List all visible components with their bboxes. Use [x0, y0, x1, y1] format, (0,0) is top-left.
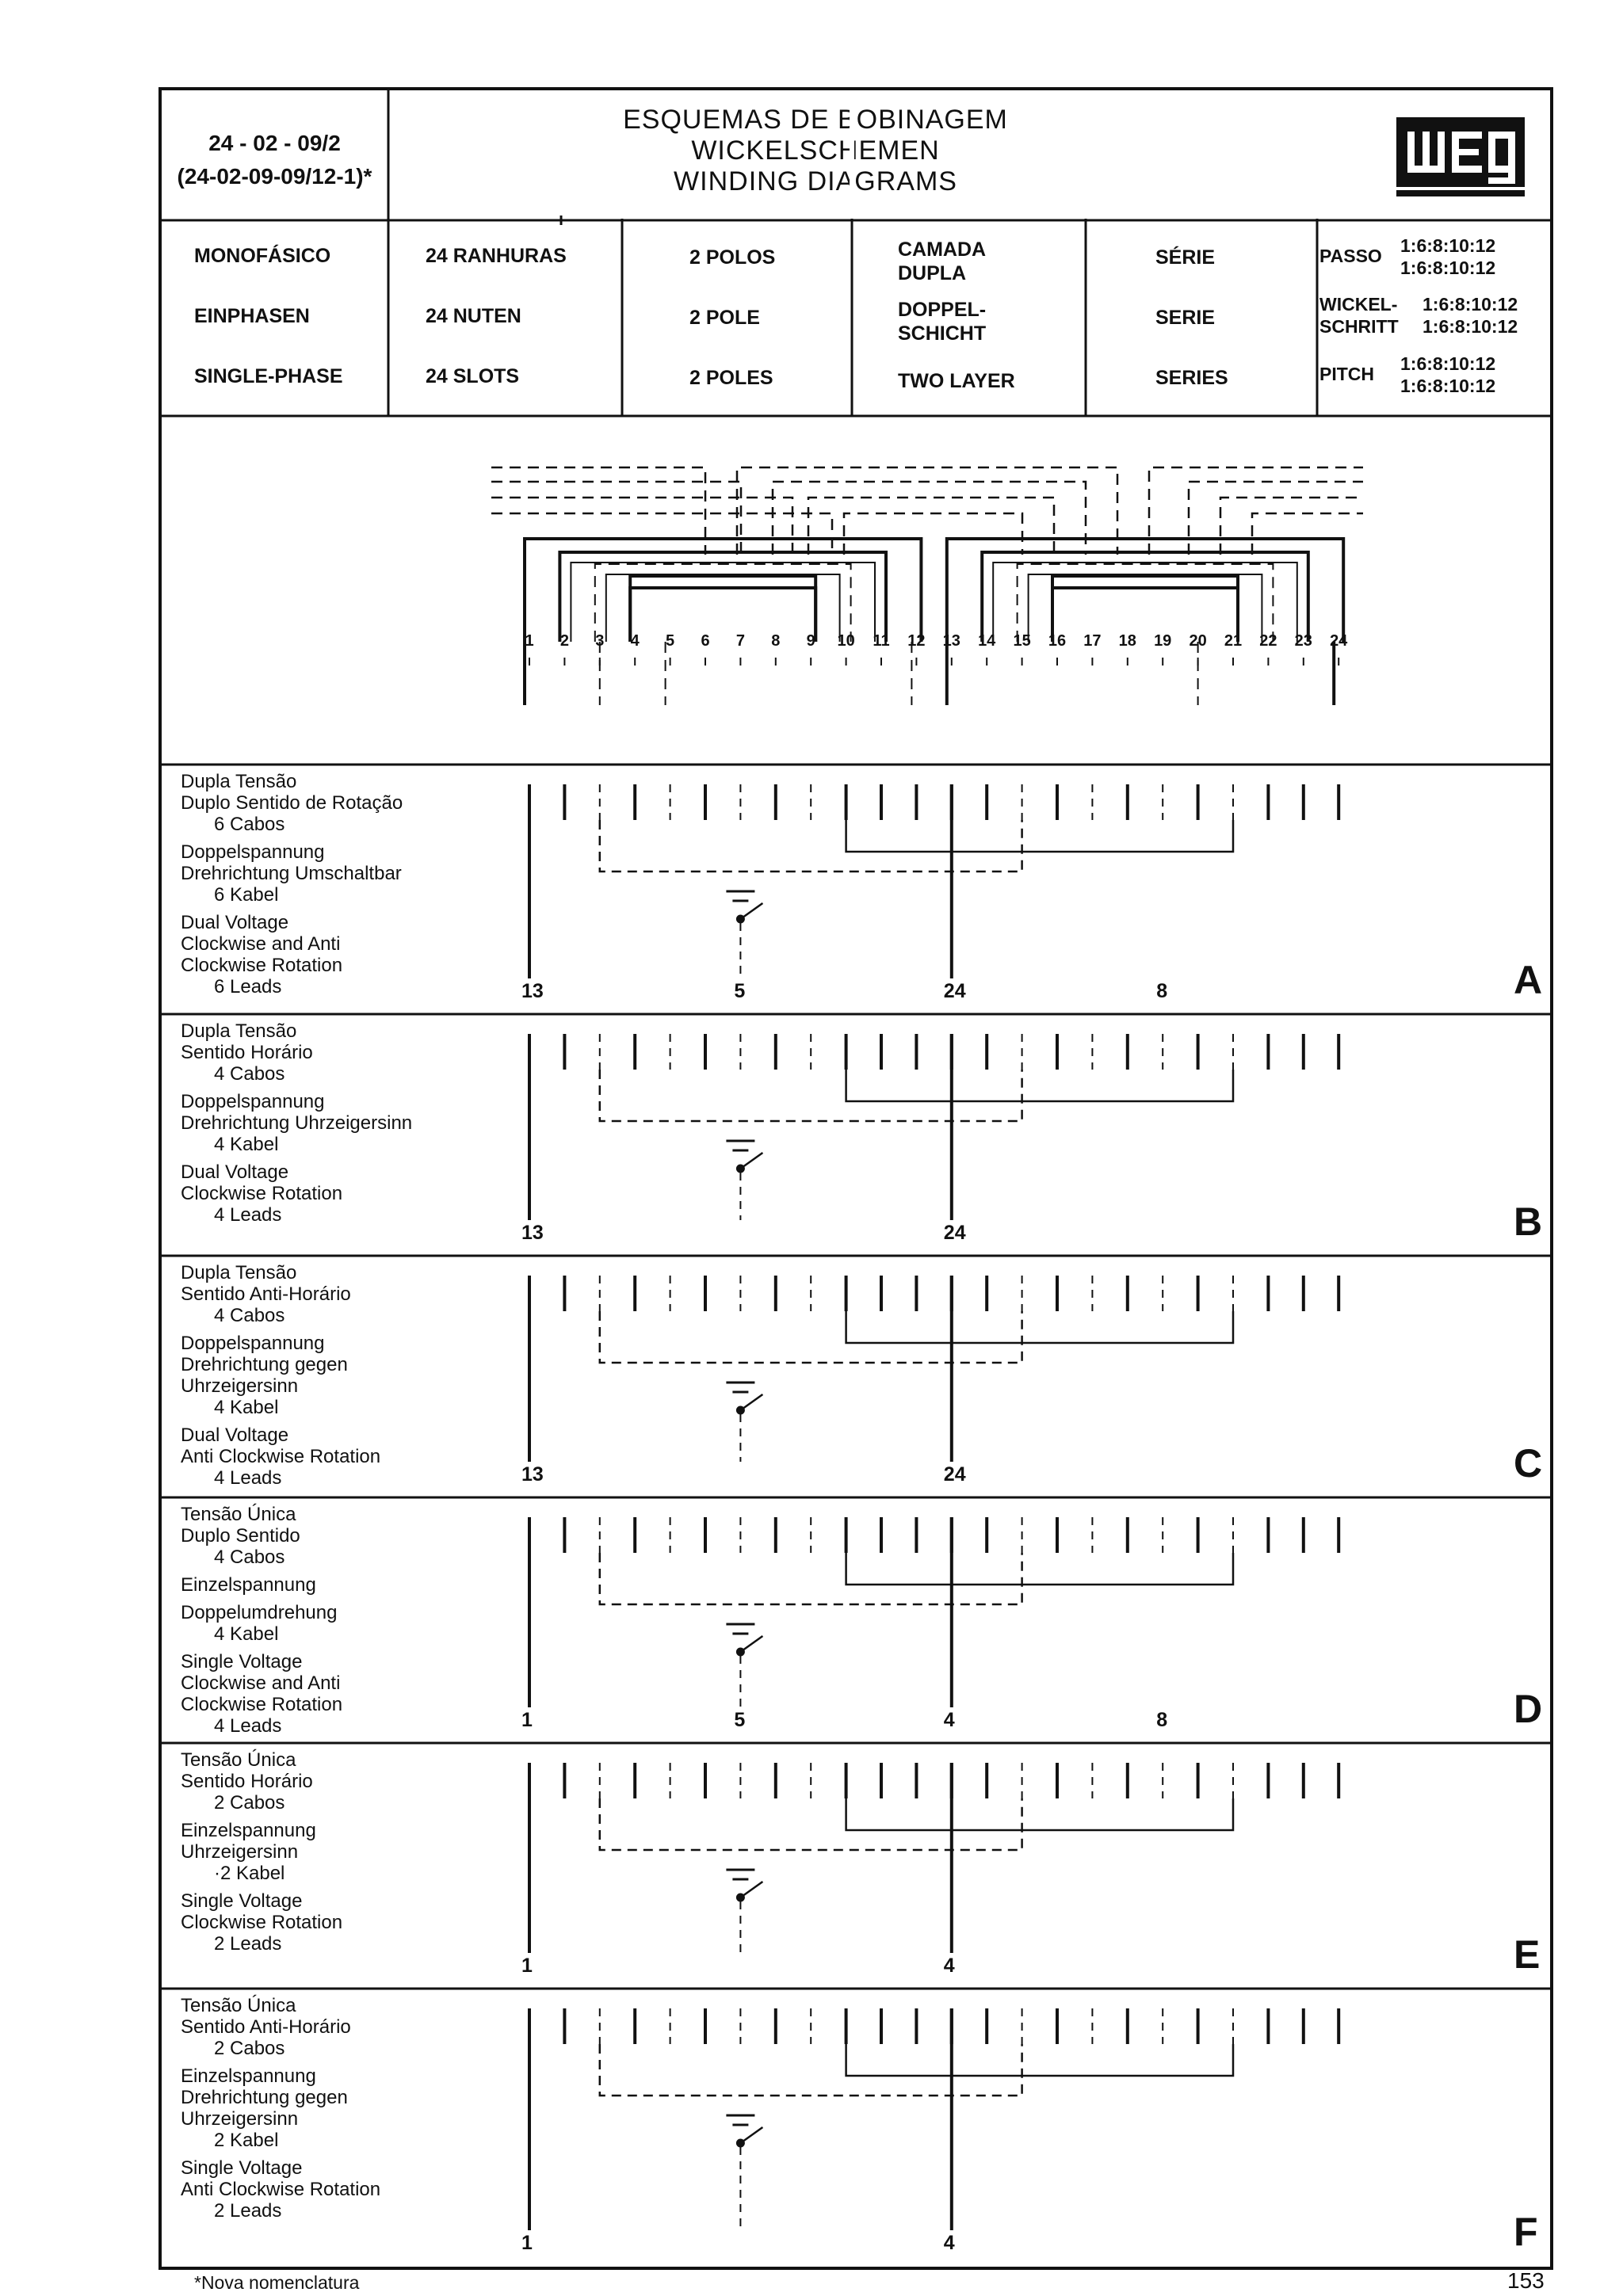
description-line: Einzelspannung [181, 1820, 316, 1841]
lead-number: 1 [521, 2232, 533, 2254]
section-a-description [181, 771, 403, 997]
description-line: 6 Kabel [214, 884, 279, 906]
section-letter: C [1514, 1441, 1543, 1486]
bracket [846, 820, 1233, 852]
slot-number: 16 [1048, 632, 1067, 650]
section-letter: B [1514, 1199, 1543, 1244]
spec-poles-pt: 2 POLOS [689, 246, 776, 269]
bracket [846, 1798, 1233, 1830]
spec-phase-en: SINGLE-PHASE [194, 365, 343, 387]
slot-number: 18 [1118, 632, 1136, 650]
description-line: 6 Leads [214, 976, 282, 997]
coil-loop [525, 539, 921, 642]
description-line: 4 Cabos [214, 1063, 285, 1085]
spec-connection-en: SERIES [1155, 367, 1228, 389]
section-letter: F [1514, 2210, 1538, 2254]
description-line: Clockwise Rotation [181, 1912, 343, 1933]
description-line: 2 Cabos [214, 2038, 285, 2059]
lead-dashed [844, 513, 1022, 555]
lead-number: 8 [1156, 1709, 1168, 1731]
description-line: Tensão Única [181, 1995, 296, 2016]
description-line: 4 Cabos [214, 1547, 285, 1568]
spec-pitch-de-label: WICKEL-SCHRITT [1319, 294, 1399, 337]
code-alternate: (24-02-09-09/12-1)* [177, 164, 372, 189]
code-primary: 24 - 02 - 09/2 [208, 131, 341, 155]
slot-number: 17 [1083, 632, 1102, 650]
section-letter: A [1514, 958, 1543, 1002]
slot-number: 19 [1154, 632, 1172, 650]
description-line: Single Voltage [181, 1890, 303, 1912]
spec-poles-en: 2 POLES [689, 367, 773, 389]
bracket-dashed [600, 1553, 1022, 1604]
slot-number: 15 [1013, 632, 1031, 650]
lead-number: 13 [521, 980, 544, 1002]
description-line: Sentido Horário [181, 1042, 313, 1063]
description-line: Dupla Tensão [181, 1262, 297, 1283]
lead-number: 24 [943, 980, 966, 1002]
circuit-f [529, 2008, 1338, 2230]
description-line: Uhrzeigersinn [181, 1375, 299, 1397]
slot-number: 23 [1294, 632, 1312, 650]
description-line: 2 Kabel [214, 2130, 279, 2151]
lead-number: 5 [734, 980, 746, 1002]
spec-phase-de: EINPHASEN [194, 305, 310, 327]
lead-number: 24 [943, 1463, 966, 1486]
slot-number: 9 [806, 632, 815, 650]
description-line: Dual Voltage [181, 1425, 289, 1446]
circuit-a [529, 784, 1338, 978]
coil-loop [947, 539, 1343, 642]
description-line: Doppelspannung [181, 1333, 325, 1354]
spec-connection-pt: SÉRIE [1155, 246, 1216, 269]
description-line: Clockwise Rotation [181, 1694, 343, 1715]
bracket [846, 1070, 1233, 1101]
slot-number: 24 [1330, 632, 1348, 650]
switch-blade [740, 903, 762, 919]
description-line: Single Voltage [181, 2157, 303, 2179]
description-line: ·2 Kabel [214, 1863, 285, 1884]
lead-dashed [773, 482, 1086, 555]
page-number: 153 [1507, 2268, 1545, 2293]
description-line: Duplo Sentido [181, 1525, 300, 1547]
description-line: Single Voltage [181, 1651, 303, 1672]
spec-connection-de: SERIE [1155, 307, 1216, 329]
bracket-dashed [600, 820, 1022, 871]
lead-number: 5 [734, 1709, 746, 1731]
description-line: Duplo Sentido de Rotação [181, 792, 403, 814]
description-line: Uhrzeigersinn [181, 1841, 299, 1863]
description-line: Uhrzeigersinn [181, 2108, 299, 2130]
section-f-description [181, 1995, 380, 2222]
description-line: 4 Leads [214, 1715, 282, 1737]
description-line: Doppelumdrehung [181, 1602, 338, 1623]
description-line: 4 Leads [214, 1467, 282, 1489]
lead-number: 8 [1156, 980, 1168, 1002]
description-line: Clockwise Rotation [181, 955, 343, 976]
slot-number: 14 [978, 632, 996, 650]
lead-dashed [808, 498, 1054, 555]
section-d-description [181, 1504, 342, 1737]
section-b-description [181, 1020, 412, 1226]
spec-pitch-en-values: 1:6:8:10:12 1:6:8:10:12 [1400, 353, 1496, 396]
spec-layer-pt: CAMADA DUPLA [898, 238, 986, 284]
description-line: Einzelspannung [181, 2065, 316, 2087]
title-german: WICKELSCHEMEN [691, 135, 940, 166]
spec-pitch-en-label: PITCH [1319, 364, 1374, 384]
description-line: 4 Cabos [214, 1305, 285, 1326]
circuit-c [529, 1276, 1338, 1462]
spec-slots-pt: 24 RANHURAS [426, 245, 567, 267]
slot-number: 8 [771, 632, 781, 650]
bracket [846, 1311, 1233, 1343]
bracket-dashed [600, 2044, 1022, 2096]
bracket [846, 2044, 1233, 2076]
bracket [846, 1553, 1233, 1585]
switch-blade [740, 1636, 762, 1652]
description-line: Tensão Única [181, 1749, 296, 1771]
coil-loop-inner [606, 574, 840, 642]
slot-number: 13 [942, 632, 960, 650]
description-line: Tensão Única [181, 1504, 296, 1525]
lead-dashed [1220, 498, 1363, 555]
description-line: 2 Leads [214, 2200, 282, 2222]
description-line: Dupla Tensão [181, 1020, 297, 1042]
lead-dashed [737, 467, 1117, 555]
spec-pitch-de-values: 1:6:8:10:12 1:6:8:10:12 [1423, 294, 1518, 337]
description-line: Clockwise Rotation [181, 1183, 343, 1204]
lead-number: 13 [521, 1463, 544, 1486]
lead-number: 24 [943, 1222, 966, 1244]
spec-slots-en: 24 SLOTS [426, 365, 520, 387]
description-line: Clockwise and Anti [181, 1672, 341, 1694]
bracket-dashed [600, 1070, 1022, 1121]
spec-pitch-pt-values: 1:6:8:10:12 1:6:8:10:12 [1400, 235, 1496, 278]
description-line: 4 Kabel [214, 1623, 279, 1645]
lead-dashed [491, 513, 832, 555]
coil-loop [630, 576, 815, 642]
section-letter: D [1514, 1687, 1543, 1731]
description-line: Doppelspannung [181, 1091, 325, 1112]
description-line: Einzelspannung [181, 1574, 316, 1596]
section-e-description [181, 1749, 342, 1955]
coil-loop [1052, 576, 1238, 642]
lead-number: 4 [943, 1955, 955, 1977]
slot-number: 22 [1259, 632, 1277, 650]
description-line: Anti Clockwise Rotation [181, 2179, 381, 2200]
title-portuguese: ESQUEMAS DE BOBINAGEM [623, 105, 1008, 135]
description-line: 2 Cabos [214, 1792, 285, 1814]
description-line: 2 Leads [214, 1933, 282, 1955]
spec-pitch-pt-label: PASSO [1319, 246, 1382, 266]
description-line: 4 Leads [214, 1204, 282, 1226]
slot-number: 3 [595, 632, 605, 650]
description-line: 4 Kabel [214, 1134, 279, 1155]
coil-loop [559, 552, 886, 642]
coil-loop [1052, 588, 1238, 642]
circuit-b [529, 1034, 1338, 1220]
lead-number: 1 [521, 1709, 533, 1731]
slot-number: 1 [525, 632, 534, 650]
slot-number: 7 [735, 632, 745, 650]
slot-number: 4 [630, 632, 640, 650]
lead-dashed [1149, 467, 1363, 555]
spec-phase-pt: MONOFÁSICO [194, 245, 331, 267]
description-line: Drehrichtung Umschaltbar [181, 863, 402, 884]
title-english: WINDING DIAGRAMS [674, 166, 957, 196]
description-line: Anti Clockwise Rotation [181, 1446, 381, 1467]
switch-blade [740, 1394, 762, 1410]
bracket-dashed [600, 1798, 1022, 1850]
bracket-dashed [600, 1311, 1022, 1363]
spec-layer-en: TWO LAYER [898, 370, 1015, 392]
footnote: *Nova nomenclatura [194, 2272, 360, 2293]
slot-number: 5 [666, 632, 675, 650]
spec-layer-de: DOPPEL-SCHICHT [898, 299, 987, 345]
switch-blade [740, 2127, 762, 2143]
coil-loop [982, 552, 1308, 642]
lead-dashed [1189, 482, 1363, 555]
coil-loop [630, 588, 815, 642]
switch-blade [740, 1153, 762, 1169]
slot-number: 12 [907, 632, 926, 650]
slot-number: 20 [1189, 632, 1207, 650]
description-line: Sentido Anti-Horário [181, 2016, 351, 2038]
circuit-d [529, 1517, 1338, 1707]
description-line: Drehrichtung gegen [181, 1354, 348, 1375]
lead-dashed [1252, 513, 1363, 555]
section-letter: E [1514, 1932, 1541, 1977]
description-line: 6 Cabos [214, 814, 285, 835]
description-line: 4 Kabel [214, 1397, 279, 1418]
slot-number: 10 [837, 632, 855, 650]
lead-dashed [491, 482, 741, 555]
spec-poles-de: 2 POLE [689, 307, 760, 329]
slot-number: 11 [873, 632, 890, 650]
description-line: Sentido Anti-Horário [181, 1283, 351, 1305]
description-line: Dupla Tensão [181, 771, 297, 792]
slot-number: 6 [701, 632, 710, 650]
lead-number: 4 [943, 2232, 955, 2254]
lead-number: 1 [521, 1955, 533, 1977]
description-line: Dual Voltage [181, 912, 289, 933]
section-c-description [181, 1262, 380, 1489]
lead-dashed [491, 498, 792, 555]
lead-number: 13 [521, 1222, 544, 1244]
description-line: Clockwise and Anti [181, 933, 341, 955]
lead-number: 4 [943, 1709, 955, 1731]
slot-number: 2 [559, 632, 569, 650]
slot-number: 21 [1224, 632, 1243, 650]
switch-blade [740, 1882, 762, 1897]
circuit-e [529, 1763, 1338, 1953]
description-line: Drehrichtung Uhrzeigersinn [181, 1112, 413, 1134]
description-line: Drehrichtung gegen [181, 2087, 348, 2108]
spec-slots-de: 24 NUTEN [426, 305, 521, 327]
description-line: Doppelspannung [181, 841, 325, 863]
description-line: Sentido Horário [181, 1771, 313, 1792]
description-line: Dual Voltage [181, 1161, 289, 1183]
